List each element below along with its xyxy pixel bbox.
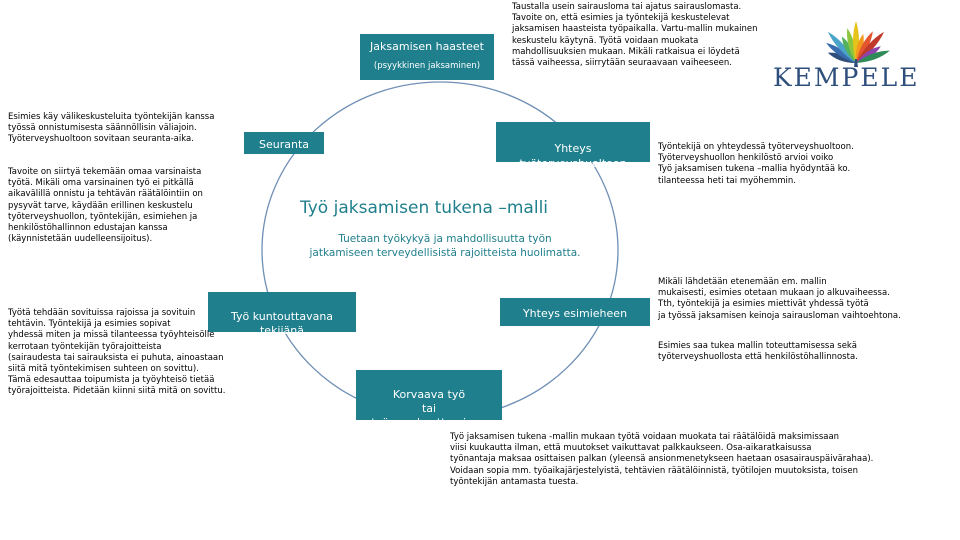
node-yhteys-esimieheen: [500, 298, 650, 326]
note-left-mid: Tavoite on siirtyä tekemään omaa varsinaista työtä. Mikäli oma varsinainen työ ei pitkällä aikavälillä onnistu ja tehtävän räätälöintiin on pysyvät tarve, käydään erillinen keskustelu työterveyshuollon, työntekijän, esimiehen ja henkilöstöhallinnon edustajan kanssa (käynnistetään uudelleensijoitus).: [8, 167, 203, 245]
node-label: Seuranta: [258, 138, 309, 151]
node-korvaava-tyo: [356, 370, 502, 429]
node-label: Yhteys työterveyshuoltoon: [519, 142, 627, 170]
tree-icon: [816, 5, 896, 67]
note-right-low: Esimies saa tukea mallin toteuttamisessa sekä työterveyshuollosta että henkilöstöhallinnosta.: [658, 341, 858, 363]
logo-text: KEMPELE: [773, 63, 920, 92]
node-seuranta: [244, 132, 324, 154]
note-left-bottom: Työtä tehdään sovituissa rajoissa ja sovituin tehtävin. Työntekijä ja esimies sopivat yhdessä miten ja missä tilanteessa työyhteisölle kerrotaan työntekijän työrajoitteista (sairaudesta tai sairauksista ei puhuta, ainoastaan siitä mitä työntekimisen suhteen on sovittu). Tämä edesauttaa toipumista ja työyhteisö tietää työrajoitteista. Pidetään kiinni siitä mitä on sovittu.: [8, 308, 226, 397]
note-left-top: Esimies käy välikeskusteluita työntekijän kanssa työssä onnistumisesta säännöllisin väliajoin. Työterveyshuoltoon sovitaan seuranta-aika.: [8, 112, 215, 145]
node-label: Korvaava työ tai työn mukauttaminen: [371, 388, 487, 429]
node-jaksamisen-haasteet: [360, 34, 494, 80]
note-right-top: Työntekijä on yhteydessä työterveyshuoltoon. Työterveyshuollon henkilöstö arvioi voiko Työ jaksamisen tukena –mallia hyödyntää ko. tilanteessa heti tai myöhemmin.: [658, 142, 854, 186]
node-label: Jaksamisen haasteet: [370, 40, 484, 53]
node-sublabel: (psyykkinen jaksaminen): [373, 61, 481, 71]
node-yhteys-tyoterveyshuoltoon: [496, 122, 650, 170]
kempele-logo: [768, 5, 960, 97]
note-right-mid: Mikäli lähdetään etenemään em. mallin mukaisesti, esimies otetaan mukaan jo alkuvaiheessa. Tth, työntekijä ja esimies miettivät yhdessä työtä ja työssä jaksamisen keinoja sairausloman vaihtoehtona.: [658, 277, 901, 321]
node-label: Työ kuntouttavana tekijänä: [230, 310, 334, 337]
node-label: Yhteys esimieheen: [522, 307, 628, 320]
note-bottom: Työ jaksamisen tukena -mallin mukaan työtä voidaan muokata tai räätälöidä maksimissaan viisi kuukautta ilman, että muutokset vaikuttavat palkkaukseen. Osa-aikaratkaisussa työnantaja maksaa osittaisen palkan (yleensä ansionmenetykseen haetaan osasairauspäivärahaa). Voidaan sopia mm. työaikajärjestelyistä, tehtävien räätälöinnistä, työtilojen muutoksista, toisen työntekijän antamasta tuesta.: [450, 432, 874, 487]
diagram-title: Työ jaksamisen tukena –malli: [300, 198, 549, 218]
note-top: Taustalla usein sairausloma tai ajatus sairauslomasta. Tavoite on, että esimies ja työntekijä keskustelevat jaksamisen haasteista työpaikalla. Vartu-mallin mukainen keskustelu käytynä. Työtä voidaan muokata mahdollisuuksien mukaan. Mikäli ratkaisua ei löydetä tässä vaiheessa, siirrytään seuraavaan vaiheeseen.: [512, 2, 758, 69]
diagram-subtitle: Tuetaan työkykyä ja mahdollisuutta työn jatkamiseen terveydellisistä rajoitteista huolimatta.: [309, 233, 581, 259]
